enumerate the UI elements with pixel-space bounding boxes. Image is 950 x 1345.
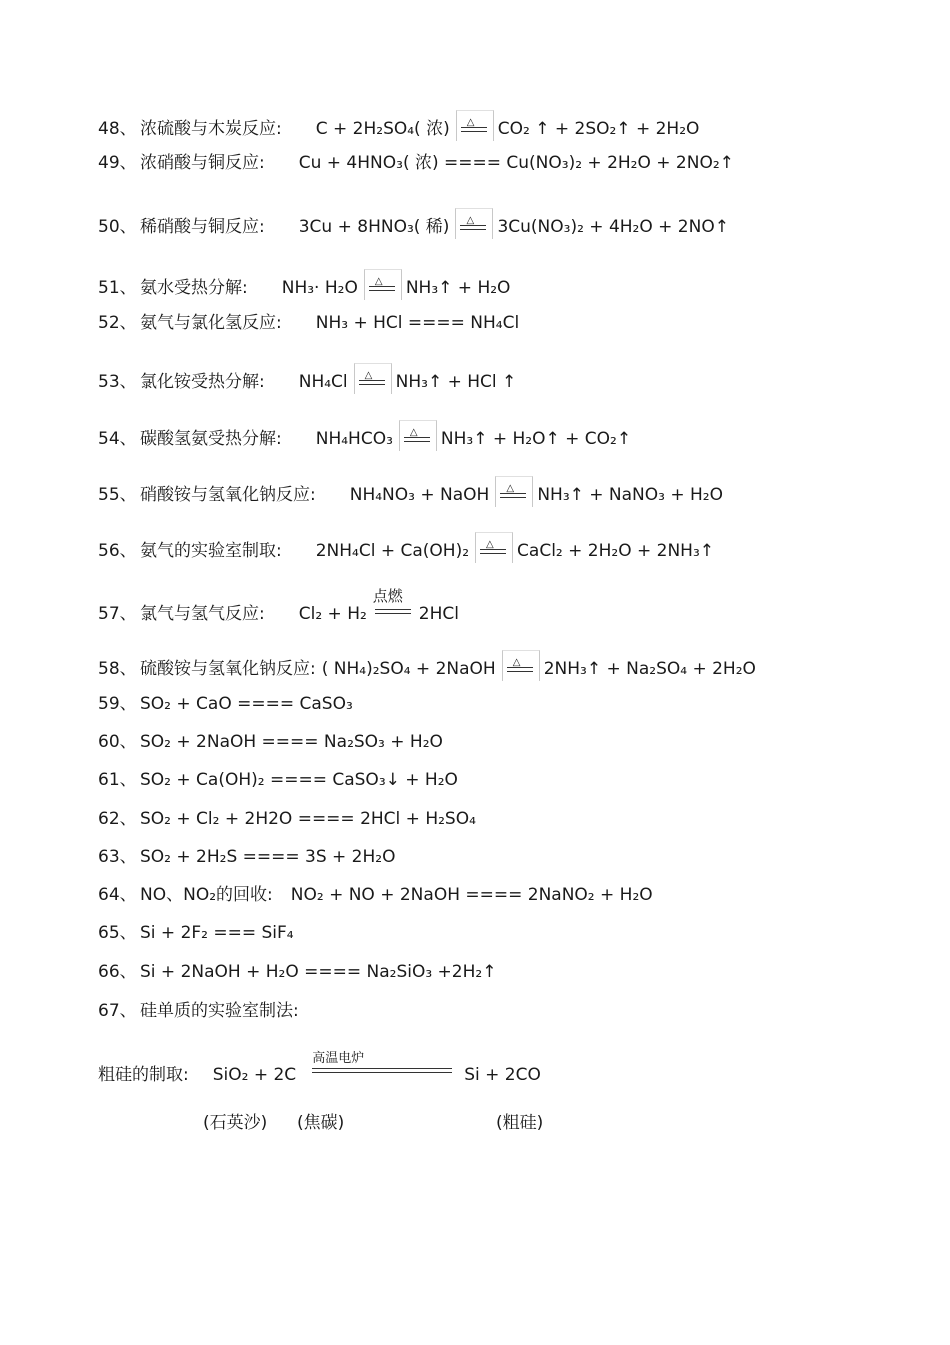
- heat-condition: [493, 476, 533, 506]
- products: 3Cu(NO₃)₂ + 4H₂O + 2NO↑: [497, 217, 729, 237]
- reaction-number: 49、: [98, 153, 137, 173]
- reaction-number: 55、: [98, 485, 137, 505]
- reaction-62: [98, 808, 476, 830]
- reactants: C + 2H₂SO₄( 浓): [315, 119, 450, 139]
- reaction-number: 65、: [98, 923, 137, 943]
- products: NH₃↑ + HCl ↑: [395, 372, 517, 392]
- equation: Si + 2F₂ === SiF₄: [140, 923, 294, 943]
- reactants: NH₄Cl: [298, 372, 348, 392]
- reaction-number: 61、: [98, 770, 137, 790]
- reaction-57: [98, 587, 459, 625]
- reaction-number: 54、: [98, 429, 137, 449]
- heat-condition: [453, 208, 493, 238]
- reactants: NH₄NO₃ + NaOH: [349, 485, 490, 505]
- reaction-title: 硝酸铵与氢氧化钠反应:: [140, 485, 316, 505]
- reaction-53: [98, 363, 516, 393]
- reactants: 3Cu + 8HNO₃( 稀): [298, 217, 450, 237]
- reaction-52: [98, 312, 519, 334]
- reactants: 2NH₄Cl + Ca(OH)₂: [315, 541, 470, 561]
- reaction-number: 58、: [98, 659, 137, 679]
- delta-icon: △: [486, 539, 494, 550]
- delta-icon: △: [512, 657, 521, 668]
- reaction-number: 56、: [98, 541, 137, 561]
- products: NH₃↑ + NaNO₃ + H₂O: [537, 485, 724, 505]
- reaction-title: 稀硝酸与铜反应:: [140, 217, 265, 237]
- reaction-55: [98, 476, 723, 506]
- reaction-63: [98, 846, 395, 868]
- reaction-number: 57、: [98, 604, 137, 624]
- products: NH₃↑ + H₂O↑ + CO₂↑: [440, 429, 632, 449]
- reaction-64: [98, 884, 653, 906]
- delta-icon: △: [466, 215, 475, 226]
- heat-condition: [362, 269, 402, 299]
- reaction-title: 氨气的实验室制取:: [140, 541, 282, 561]
- reaction-title: 浓硝酸与铜反应:: [140, 153, 265, 173]
- heat-condition: [500, 650, 540, 680]
- products: Si + 2CO: [464, 1065, 541, 1085]
- heat-condition: [397, 420, 437, 450]
- heat-condition: [454, 110, 494, 140]
- equation: SO₂ + 2NaOH ==== Na₂SO₃ + H₂O: [140, 732, 443, 752]
- reaction-number: 62、: [98, 809, 137, 829]
- reaction-title: 浓硫酸与木炭反应:: [140, 119, 282, 139]
- equation: NO₂ + NO + 2NaOH ==== 2NaNO₂ + H₂O: [290, 885, 653, 905]
- reaction-title: 氨水受热分解:: [140, 278, 248, 298]
- reaction-title: NO、NO₂的回收:: [140, 885, 273, 905]
- equation: SO₂ + 2H₂S ==== 3S + 2H₂O: [140, 847, 396, 867]
- reaction-60: [98, 731, 443, 753]
- note-coke: (焦碳): [297, 1113, 345, 1133]
- reactants: Cl₂ + H₂: [298, 604, 367, 624]
- note-quartz-sand: (石英沙): [203, 1113, 268, 1133]
- reaction-number: 63、: [98, 847, 137, 867]
- reaction-54: [98, 420, 631, 450]
- equation: Si + 2NaOH + H₂O ==== Na₂SiO₃ +2H₂↑: [140, 962, 497, 982]
- reaction-65: [98, 922, 294, 944]
- note-crude-silicon: (粗硅): [496, 1113, 544, 1133]
- reaction-number: 51、: [98, 278, 137, 298]
- reaction-number: 59、: [98, 694, 137, 714]
- equation: SO₂ + Cl₂ + 2H2O ==== 2HCl + H₂SO₄: [140, 809, 476, 829]
- reaction-48: [98, 110, 699, 140]
- reaction-title: 氯化铵受热分解:: [140, 372, 265, 392]
- products: CaCl₂ + 2H₂O + 2NH₃↑: [517, 541, 715, 561]
- reaction-67: [98, 1000, 305, 1022]
- reaction-number: 52、: [98, 313, 137, 333]
- equation: NH₃ + HCl ==== NH₄Cl: [315, 313, 520, 333]
- heat-condition: [473, 532, 513, 562]
- delta-icon: △: [364, 370, 373, 381]
- reaction-number: 48、: [98, 119, 137, 139]
- reaction-title: 硫酸铵与氢氧化钠反应:: [140, 659, 316, 679]
- delta-icon: △: [506, 483, 515, 494]
- ignite-condition: [371, 587, 415, 623]
- reaction-number: 66、: [98, 962, 137, 982]
- reaction-56: [98, 532, 714, 562]
- reaction-66: [98, 961, 496, 983]
- reaction-number: 53、: [98, 372, 137, 392]
- reaction-61: [98, 769, 458, 791]
- reaction-title: 氯气与氢气反应:: [140, 604, 265, 624]
- reaction-title: 硅单质的实验室制法:: [140, 1001, 299, 1021]
- reaction-title: 氨气与氯化氢反应:: [140, 313, 282, 333]
- ignite-label: 点燃: [372, 587, 403, 605]
- reactants: SiO₂ + 2C: [212, 1065, 297, 1085]
- equation: SO₂ + CaO ==== CaSO₃: [140, 694, 353, 714]
- heat-condition: [352, 363, 392, 393]
- furnace-condition: [312, 1051, 452, 1084]
- reaction-number: 64、: [98, 885, 137, 905]
- reaction-59: [98, 693, 353, 715]
- reaction-number: 50、: [98, 217, 137, 237]
- furnace-label: 高温电炉: [312, 1051, 365, 1066]
- delta-icon: △: [466, 117, 475, 128]
- reaction-number: 60、: [98, 732, 137, 752]
- reaction-number: 67、: [98, 1001, 137, 1021]
- reaction-51: [98, 269, 510, 299]
- delta-icon: △: [409, 427, 418, 438]
- products: 2NH₃↑ + Na₂SO₄ + 2H₂O: [543, 659, 756, 679]
- reaction-title: 碳酸氢氨受热分解:: [140, 429, 282, 449]
- delta-icon: △: [374, 276, 383, 287]
- reactants: NH₃· H₂O: [281, 278, 358, 298]
- reactants: NH₄HCO₃: [315, 429, 393, 449]
- products: NH₃↑ + H₂O: [405, 278, 511, 298]
- crude-title: 粗硅的制取:: [98, 1065, 189, 1085]
- reaction-49: [98, 152, 734, 174]
- products: CO₂ ↑ + 2SO₂↑ + 2H₂O: [497, 119, 700, 139]
- crude-silicon-reaction: [98, 1051, 541, 1086]
- products: 2HCl: [418, 604, 459, 624]
- reaction-58: [98, 650, 756, 680]
- reactants: ( NH₄)₂SO₄ + 2NaOH: [321, 659, 496, 679]
- equation: SO₂ + Ca(OH)₂ ==== CaSO₃↓ + H₂O: [140, 770, 458, 790]
- equation: Cu + 4HNO₃( 浓) ==== Cu(NO₃)₂ + 2H₂O + 2NO₂↑: [298, 153, 734, 173]
- reaction-50: [98, 208, 729, 238]
